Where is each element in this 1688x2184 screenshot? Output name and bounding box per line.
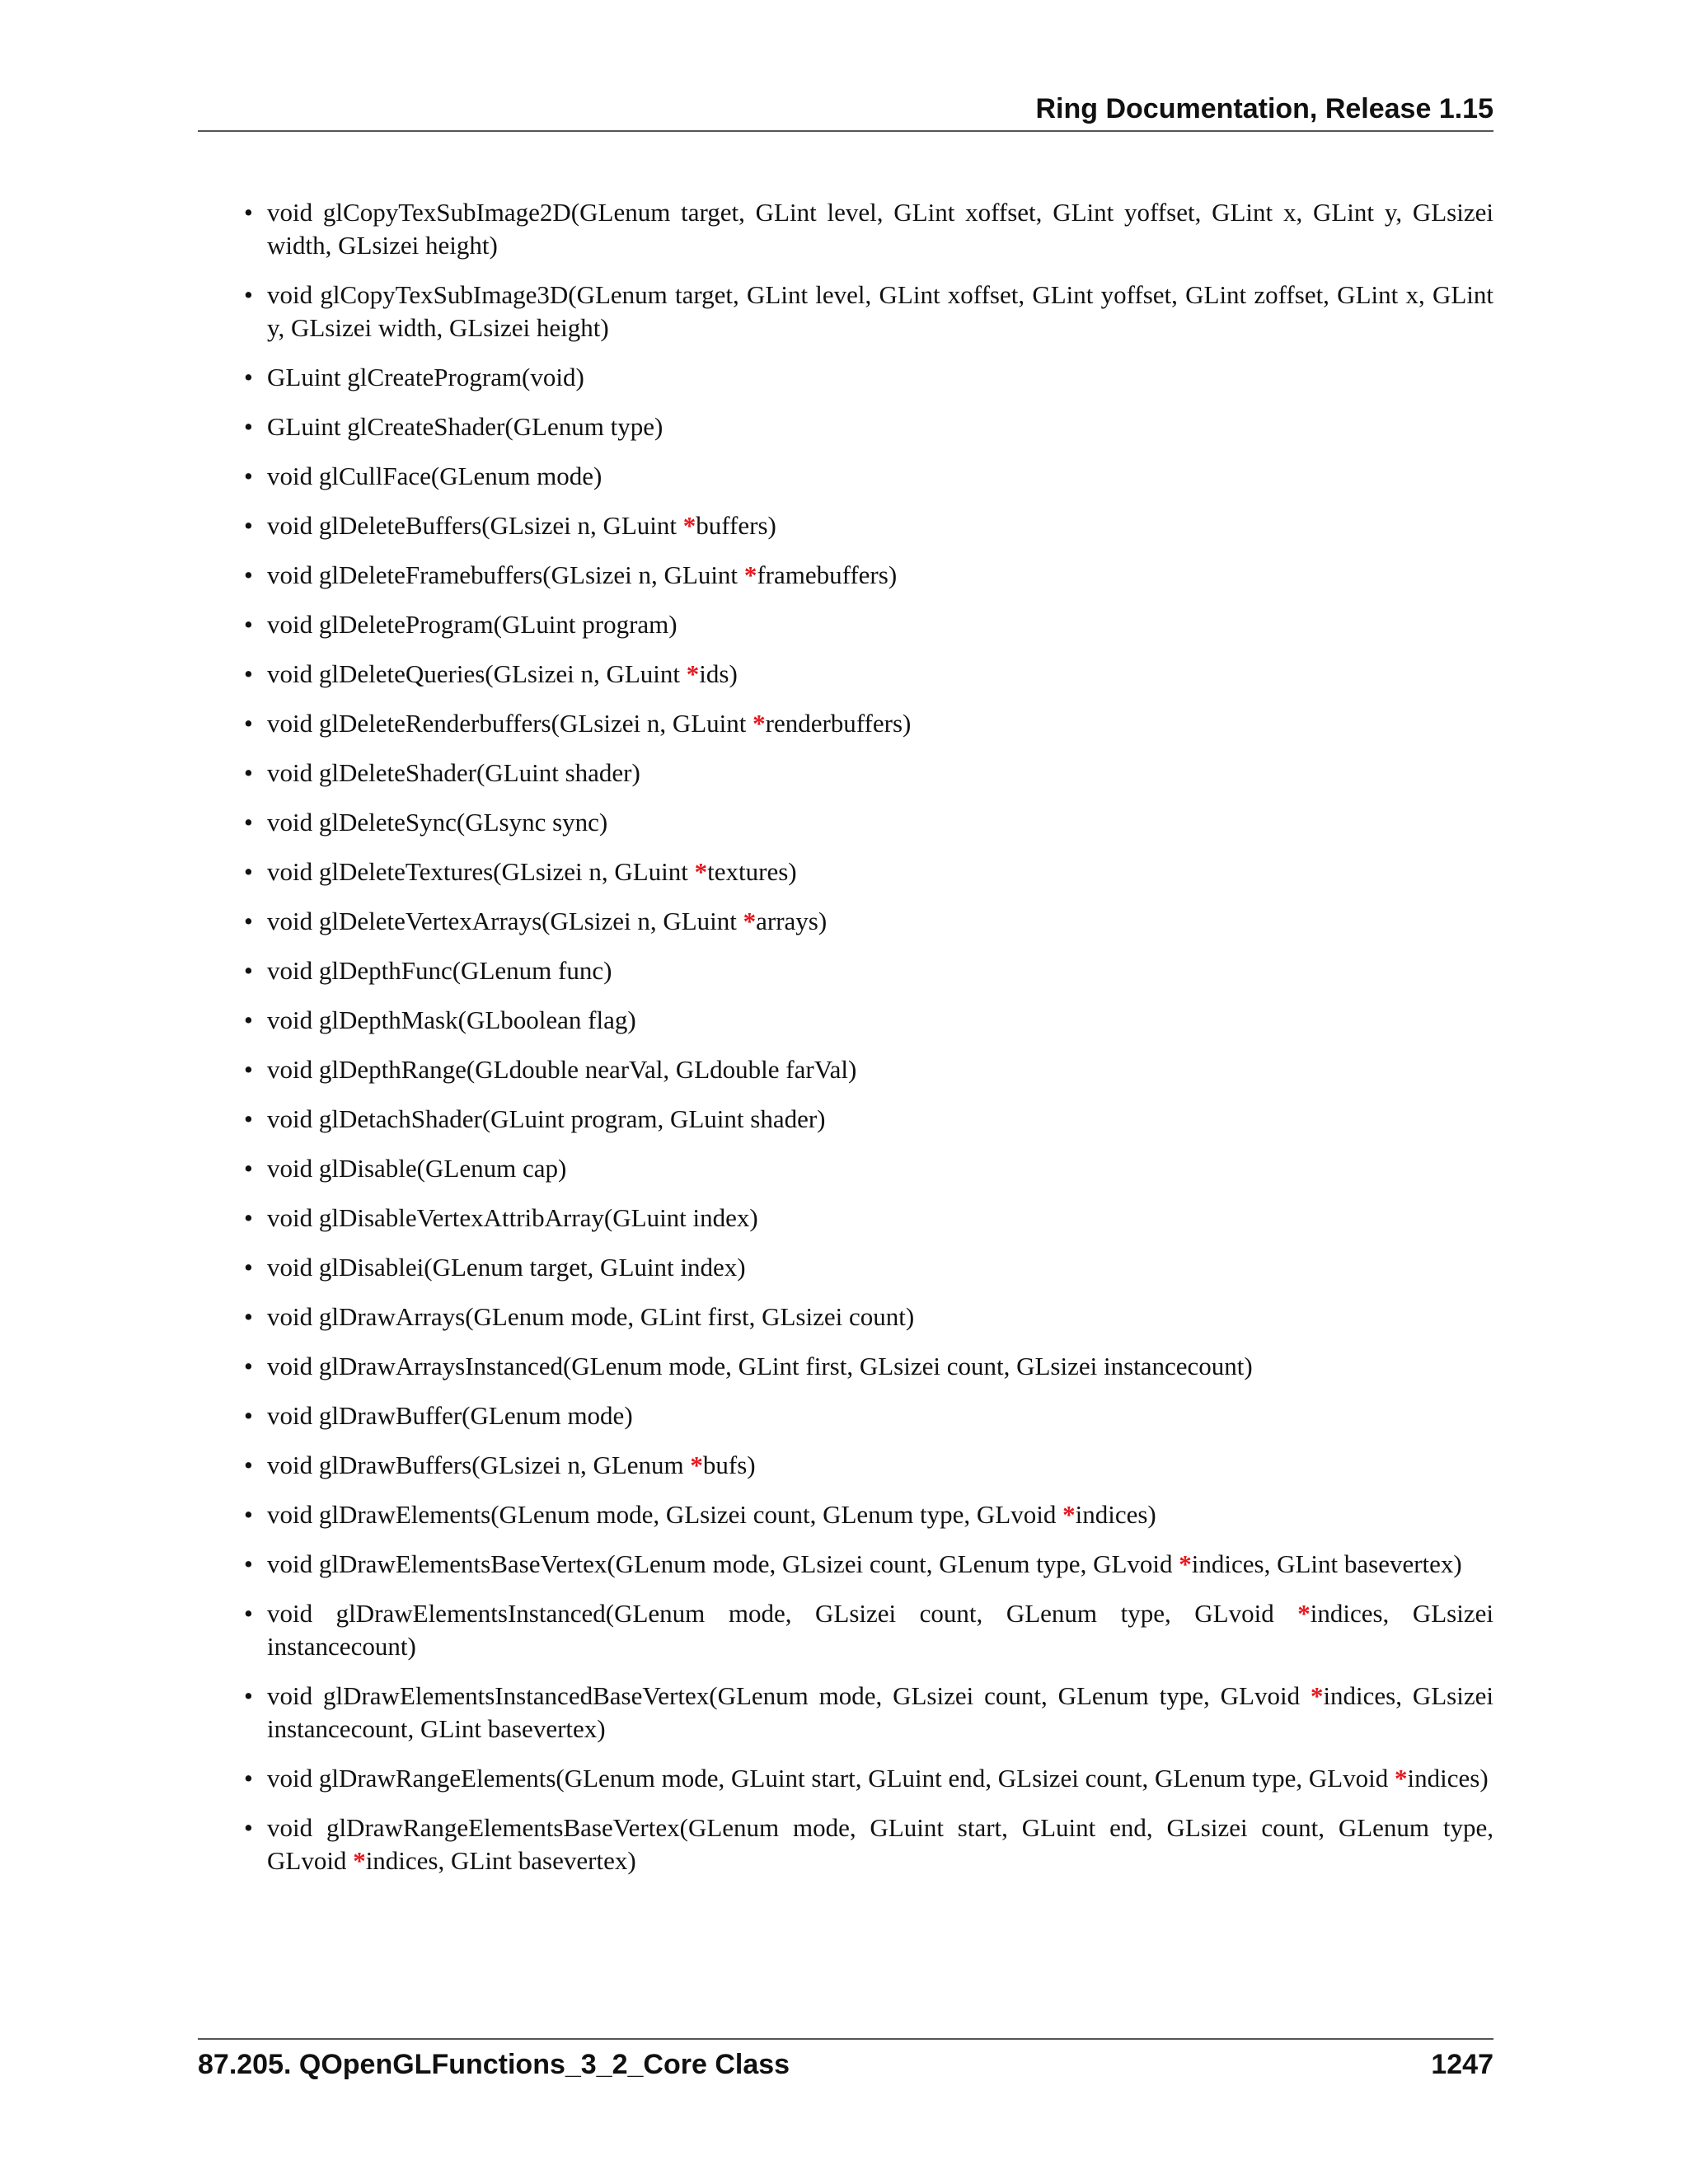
list-item: [198, 509, 1493, 542]
list-item: [198, 1548, 1493, 1581]
list-item: [198, 1152, 1493, 1185]
function-signature: void glDeleteRenderbuffers(GLsizei n, GLuint: [267, 709, 753, 738]
list-item: [198, 1053, 1493, 1086]
page-number: 1247: [1431, 2049, 1493, 2080]
function-signature: void glDeleteFramebuffers(GLsizei n, GLuint: [267, 560, 744, 589]
function-signature: void glDrawArraysInstanced(GLenum mode, GLint first, GLsizei count, GLsizei instancecount): [267, 1352, 1253, 1380]
document-title: Ring Documentation, Release 1.15: [1035, 93, 1493, 124]
list-item: [198, 1811, 1493, 1877]
function-signature-rest: indices): [1407, 1764, 1489, 1793]
function-signature: void glDrawRangeElementsBaseVertex(GLenum mode, GLuint start, GLuint end, GLsizei count, GLenum type, GLvoid: [267, 1813, 1493, 1875]
function-signature-rest: indices, GLint basevertex): [365, 1846, 636, 1875]
function-signature-rest: bufs): [702, 1451, 756, 1479]
page-footer: [198, 2038, 1493, 2081]
bullet-icon: •: [244, 1203, 253, 1232]
bullet-icon: •: [244, 1401, 253, 1430]
function-signature: void glDeleteShader(GLuint shader): [267, 758, 640, 787]
list-item: [198, 410, 1493, 443]
function-signature: void glDrawBuffer(GLenum mode): [267, 1401, 633, 1430]
function-signature: void glDeleteTextures(GLsizei n, GLuint: [267, 857, 695, 886]
list-item: [198, 1004, 1493, 1037]
function-signature: void glDepthFunc(GLenum func): [267, 956, 612, 985]
bullet-icon: •: [244, 511, 253, 540]
function-signature: void glDisable(GLenum cap): [267, 1154, 567, 1183]
bullet-icon: •: [244, 1500, 253, 1529]
list-item: [198, 608, 1493, 641]
function-signature: void glDeleteBuffers(GLsizei n, GLuint: [267, 511, 683, 540]
bullet-icon: •: [244, 1104, 253, 1133]
pointer-asterisk: *: [1395, 1764, 1408, 1793]
function-signature: void glDrawArrays(GLenum mode, GLint first, GLsizei count): [267, 1302, 915, 1331]
list-item: [198, 460, 1493, 493]
list-item: [198, 1680, 1493, 1746]
function-list: [198, 196, 1493, 1877]
function-signature: void glDepthMask(GLboolean flag): [267, 1005, 636, 1034]
bullet-icon: •: [244, 1451, 253, 1479]
function-signature-rest: buffers): [696, 511, 776, 540]
bullet-icon: •: [244, 462, 253, 490]
function-signature: void glDeleteProgram(GLuint program): [267, 610, 678, 639]
bullet-icon: •: [244, 560, 253, 589]
list-item: [198, 1597, 1493, 1663]
function-signature: void glDisablei(GLenum target, GLuint index): [267, 1253, 746, 1282]
function-signature: void glCullFace(GLenum mode): [267, 462, 603, 490]
function-signature: void glDeleteSync(GLsync sync): [267, 808, 608, 837]
list-item: [198, 1449, 1493, 1482]
pointer-asterisk: *: [694, 857, 708, 886]
page-content: [198, 196, 1493, 1894]
pointer-asterisk: *: [743, 907, 757, 935]
list-item: [198, 757, 1493, 790]
list-item: [198, 1399, 1493, 1432]
list-item: [198, 1350, 1493, 1383]
list-item: [198, 954, 1493, 987]
function-signature-rest: framebuffers): [757, 560, 898, 589]
bullet-icon: •: [244, 363, 253, 391]
function-signature: void glDepthRange(GLdouble nearVal, GLdouble farVal): [267, 1055, 857, 1084]
pointer-asterisk: *: [353, 1846, 366, 1875]
bullet-icon: •: [244, 659, 253, 688]
function-signature-rest: indices, GLint basevertex): [1191, 1549, 1462, 1578]
function-signature: GLuint glCreateShader(GLenum type): [267, 412, 663, 441]
bullet-icon: •: [244, 1764, 253, 1793]
bullet-icon: •: [244, 1813, 253, 1842]
bullet-icon: •: [244, 1302, 253, 1331]
list-item: [198, 905, 1493, 938]
bullet-icon: •: [244, 1599, 253, 1628]
bullet-icon: •: [244, 1681, 253, 1710]
list-item: [198, 1762, 1493, 1795]
pointer-asterisk: *: [686, 659, 700, 688]
section-title: 87.205. QOpenGLFunctions_3_2_Core Class: [198, 2049, 790, 2080]
bullet-icon: •: [244, 1549, 253, 1578]
list-item: [198, 196, 1493, 262]
list-item: [198, 1301, 1493, 1333]
list-item: [198, 658, 1493, 691]
function-signature: void glDrawElementsBaseVertex(GLenum mode, GLsizei count, GLenum type, GLvoid: [267, 1549, 1179, 1578]
bullet-icon: •: [244, 280, 253, 309]
bullet-icon: •: [244, 1253, 253, 1282]
pointer-asterisk: *: [743, 560, 757, 589]
function-signature-rest: indices, GLsizei instancecount): [267, 1599, 1493, 1661]
function-signature-rest: ids): [699, 659, 738, 688]
function-signature-rest: renderbuffers): [765, 709, 912, 738]
bullet-icon: •: [244, 412, 253, 441]
function-signature: void glDrawBuffers(GLsizei n, GLenum: [267, 1451, 691, 1479]
function-signature: void glDeleteVertexArrays(GLsizei n, GLuint: [267, 907, 743, 935]
function-signature: void glDrawElements(GLenum mode, GLsizei count, GLenum type, GLvoid: [267, 1500, 1063, 1529]
bullet-icon: •: [244, 907, 253, 935]
bullet-icon: •: [244, 1154, 253, 1183]
list-item: [198, 806, 1493, 839]
pointer-asterisk: *: [1179, 1549, 1192, 1578]
function-signature: void glDrawRangeElements(GLenum mode, GLuint start, GLuint end, GLsizei count, GLenum type, GLvoid: [267, 1764, 1395, 1793]
list-item: [198, 1251, 1493, 1284]
pointer-asterisk: *: [1297, 1599, 1311, 1628]
bullet-icon: •: [244, 1055, 253, 1084]
function-signature-rest: arrays): [756, 907, 828, 935]
list-item: [198, 1498, 1493, 1531]
function-signature: void glDetachShader(GLuint program, GLuint shader): [267, 1104, 826, 1133]
pointer-asterisk: *: [753, 709, 766, 738]
bullet-icon: •: [244, 758, 253, 787]
pointer-asterisk: *: [1310, 1681, 1324, 1710]
function-signature: void glCopyTexSubImage3D(GLenum target, GLint level, GLint xoffset, GLint yoffset, GLint zoffset, GLint x, GLint y, GLsizei width, GLsizei height): [267, 280, 1493, 342]
function-signature: void glDrawElementsInstancedBaseVertex(GLenum mode, GLsizei count, GLenum type, GLvoid: [267, 1681, 1311, 1710]
function-signature: void glDisableVertexAttribArray(GLuint index): [267, 1203, 758, 1232]
function-signature-rest: indices): [1075, 1500, 1156, 1529]
pointer-asterisk: *: [682, 511, 696, 540]
function-signature: void glCopyTexSubImage2D(GLenum target, GLint level, GLint xoffset, GLint yoffset, GLint x, GLint y, GLsizei width, GLsizei height): [267, 198, 1493, 260]
function-signature: void glDeleteQueries(GLsizei n, GLuint: [267, 659, 687, 688]
bullet-icon: •: [244, 1352, 253, 1380]
bullet-icon: •: [244, 709, 253, 738]
bullet-icon: •: [244, 1005, 253, 1034]
list-item: [198, 1202, 1493, 1235]
list-item: [198, 559, 1493, 592]
function-signature: GLuint glCreateProgram(void): [267, 363, 584, 391]
function-signature-rest: indices, GLsizei instancecount, GLint basevertex): [267, 1681, 1493, 1743]
list-item: [198, 707, 1493, 740]
list-item: [198, 361, 1493, 394]
pointer-asterisk: *: [1062, 1500, 1076, 1529]
list-item: [198, 279, 1493, 344]
bullet-icon: •: [244, 198, 253, 227]
page-header: [198, 92, 1493, 132]
list-item: [198, 855, 1493, 888]
function-signature: void glDrawElementsInstanced(GLenum mode, GLsizei count, GLenum type, GLvoid: [267, 1599, 1298, 1628]
function-signature-rest: textures): [707, 857, 797, 886]
bullet-icon: •: [244, 610, 253, 639]
bullet-icon: •: [244, 857, 253, 886]
bullet-icon: •: [244, 956, 253, 985]
pointer-asterisk: *: [690, 1451, 703, 1479]
list-item: [198, 1103, 1493, 1136]
bullet-icon: •: [244, 808, 253, 837]
